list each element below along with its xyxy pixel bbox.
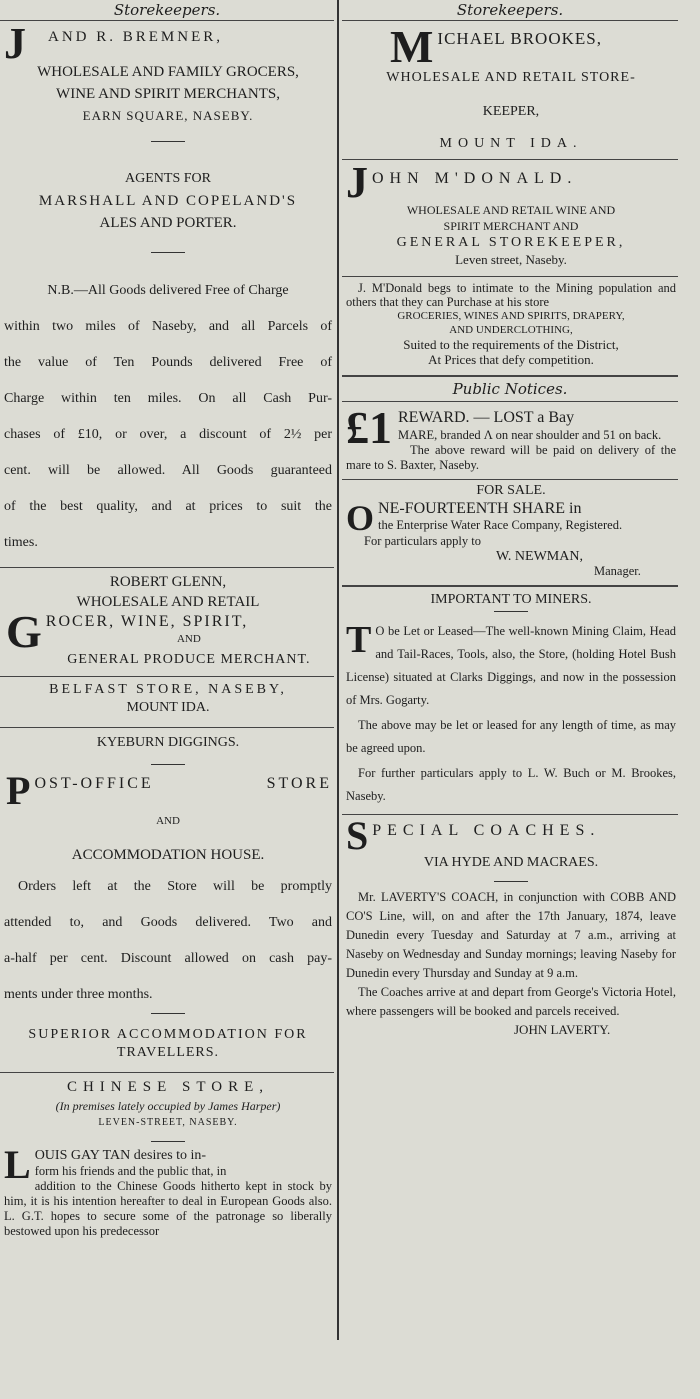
drop-cap: J xyxy=(346,158,368,207)
drop-cap: M xyxy=(390,21,434,72)
body-line: ments under three months. xyxy=(4,987,153,1002)
ad-line: ROBERT GLENN, xyxy=(109,574,227,590)
short-rule xyxy=(151,252,185,253)
ad-body: O be Let or Leased—The well-known Mining Claim, Head and Tail-Races, Tools, also, the Store, (holding Hotel Bush License) situated at Clarks Diggings, and now in the possession of Mrs. Gogarty. xyxy=(346,624,676,707)
divider xyxy=(342,276,678,277)
left-section-header: Storekeepers. xyxy=(113,1,221,19)
nb-line: cent. will be allowed. All Goods guaranteed xyxy=(4,463,332,478)
ad-line: Leven street, Naseby. xyxy=(455,252,567,267)
ad-body: The above may be let or leased for any length of time, as may be agreed upon. xyxy=(346,718,676,755)
drop-cap: S xyxy=(346,813,369,858)
column-divider xyxy=(337,0,339,1340)
ad-line: AND UNDERCLOTHING, xyxy=(449,324,573,336)
nb-paragraph xyxy=(4,273,332,561)
ad-line: OUIS GAY TAN desires to in- xyxy=(34,1148,207,1163)
chinese-store-ad xyxy=(0,1073,334,1239)
ad-title: CHINESE STORE, xyxy=(66,1079,270,1095)
short-rule xyxy=(151,141,185,142)
ad-line: ACCOMMODATION HOUSE. xyxy=(71,847,265,863)
ad-subtitle: (In premises lately occupied by James Harper) xyxy=(55,1099,281,1113)
short-rule xyxy=(151,1013,185,1014)
agents-line: MARSHALL AND COPELAND'S xyxy=(38,193,298,209)
glenn-ad xyxy=(0,568,334,717)
ad-line: the Enterprise Water Race Company, Registered. xyxy=(378,518,623,532)
nb-line: chases of £10, or over, a discount of 2½ per xyxy=(4,427,332,442)
ad-line: WHOLESALE AND FAMILY GROCERS, xyxy=(37,64,299,80)
nb-line: of the best quality, and at prices to suit the xyxy=(4,499,332,514)
ad-line: GROCERIES, WINES AND SPIRITS, DRAPERY, xyxy=(397,310,625,322)
kyeburn-ad xyxy=(0,728,334,1062)
ad-line: At Prices that defy competition. xyxy=(428,352,594,367)
ad-body: addition to the Chinese Goods hitherto kept in stock by him, it is his intention hereafter to deal in European Goods also. L. G.T. hopes to secure some of the patronage so liberally bestowed upon his predecessor xyxy=(4,1179,332,1238)
left-column xyxy=(0,0,334,1239)
brookes-ad xyxy=(342,21,678,155)
ad-street: LEVEN-STREET, NASEBY. xyxy=(98,1117,238,1128)
ad-name: W. NEWMAN, xyxy=(496,549,583,564)
ad-line: WINE AND SPIRIT MERCHANTS, xyxy=(56,86,280,102)
ad-line: EARN SQUARE, NASEBY. xyxy=(82,108,254,123)
ad-line: GENERAL PRODUCE MERCHANT. xyxy=(67,652,311,667)
miners-notice xyxy=(342,587,678,808)
ad-line: The above reward will be paid on delivery of the mare to S. Baxter, Naseby. xyxy=(346,443,676,472)
nb-line: N.B.—All Goods delivered Free of Charge xyxy=(47,283,289,298)
ad-line: WHOLESALE AND RETAIL STORE- xyxy=(386,70,636,85)
ad-line: OST-OFFICE STORE xyxy=(34,775,332,792)
pound-symbol: £1 xyxy=(346,402,392,453)
ad-line: REWARD. — LOST a Bay xyxy=(398,409,575,426)
agents-line: ALES AND PORTER. xyxy=(99,215,237,231)
drop-cap: J xyxy=(4,19,26,68)
drop-cap: O xyxy=(346,498,375,538)
signature: JOHN LAVERTY. xyxy=(514,1022,611,1037)
drop-cap: T xyxy=(346,619,372,661)
body-line: attended to, and Goods delivered. Two and xyxy=(4,915,332,930)
for-sale-notice xyxy=(342,480,678,579)
right-section-header: Storekeepers. xyxy=(456,1,564,19)
ad-title: PECIAL COACHES. xyxy=(372,822,601,839)
nb-line: Charge within ten miles. On all Cash Pur- xyxy=(4,391,332,406)
body-line: a-half per cent. Discount allowed on cash pay- xyxy=(4,951,332,966)
nb-line: times. xyxy=(4,535,38,550)
nb-line: the value of Ten Pounds delivered Free of xyxy=(4,355,332,370)
ad-line: NE-FOURTEENTH SHARE in xyxy=(378,500,582,517)
ad-line: Suited to the requirements of the District, xyxy=(403,337,619,352)
nb-line: within two miles of Naseby, and all Parcels of xyxy=(4,319,332,334)
ad-body: Mr. LAVERTY'S COACH, in conjunction with COBB AND CO'S Line, will, on and after the 17th January, 1874, leave Dunedin every Tuesday and Saturday at 7 a.m., arriving at Naseby on Wednesday and Sunday mornings; leaving Naseby for Dunedin every Thursday and Sunday at 9 a.m. xyxy=(346,890,676,980)
short-rule xyxy=(494,881,528,882)
and-text: AND xyxy=(156,815,180,827)
ad-line: For particulars apply to xyxy=(364,534,481,548)
ad-body: For further particulars apply to L. W. Buch or M. Brookes, Naseby. xyxy=(346,766,676,803)
ad-line: ROCER, WINE, SPIRIT, xyxy=(45,613,249,630)
divider xyxy=(0,676,334,677)
short-rule xyxy=(151,764,185,765)
firm-name: AND R. BREMNER, xyxy=(48,29,224,45)
ad-line: form his friends and the public that, in xyxy=(34,1164,227,1178)
ad-line: TRAVELLERS. xyxy=(116,1045,220,1060)
and-text: AND xyxy=(176,633,201,645)
ad-line: SUPERIOR ACCOMMODATION FOR xyxy=(28,1027,308,1042)
ad-line: KEEPER, xyxy=(482,104,540,119)
ad-line: ICHAEL BROOKES, xyxy=(437,29,602,48)
mcdonald-ad xyxy=(342,160,678,367)
ad-line: WHOLESALE AND RETAIL xyxy=(76,594,260,610)
agents-title: AGENTS FOR xyxy=(125,171,211,186)
reward-notice xyxy=(342,402,678,473)
short-rule xyxy=(151,1141,185,1142)
ad-body: J. M'Donald begs to intimate to the Mining population and others that they can Purchase at his store xyxy=(346,281,676,309)
ad-line: WHOLESALE AND RETAIL WINE AND xyxy=(406,203,616,217)
ad-line: SPIRIT MERCHANT AND xyxy=(443,219,579,233)
ad-line: OHN M'DONALD. xyxy=(372,170,578,187)
ad-line: BELFAST STORE, NASEBY, xyxy=(49,682,287,697)
ad-line: MOUNT IDA. xyxy=(126,700,210,715)
ad-line: MOUNT IDA. xyxy=(439,136,583,151)
bremner-ad xyxy=(0,21,334,561)
drop-cap: G xyxy=(6,606,42,657)
drop-cap: P xyxy=(6,768,31,813)
short-rule xyxy=(494,611,528,612)
ad-title: KYEBURN DIGGINGS. xyxy=(96,735,240,750)
ad-line: GENERAL STOREKEEPER, xyxy=(396,235,626,250)
right-column xyxy=(342,0,678,1039)
ad-role: Manager. xyxy=(594,564,641,578)
ad-title: FOR SALE. xyxy=(476,483,546,498)
ad-title: IMPORTANT TO MINERS. xyxy=(430,592,592,607)
drop-cap: L xyxy=(4,1142,31,1187)
ad-line: MARE, branded Λ on near shoulder and 51 on back. xyxy=(398,428,662,442)
coaches-notice xyxy=(342,815,678,1039)
ad-body: The Coaches arrive at and depart from George's Victoria Hotel, where passengers will be booked and parcels received. xyxy=(346,985,676,1018)
body-line: Orders left at the Store will be promptly xyxy=(18,879,332,894)
ad-line: VIA HYDE AND MACRAES. xyxy=(423,855,599,870)
public-notices-header: Public Notices. xyxy=(452,380,568,398)
